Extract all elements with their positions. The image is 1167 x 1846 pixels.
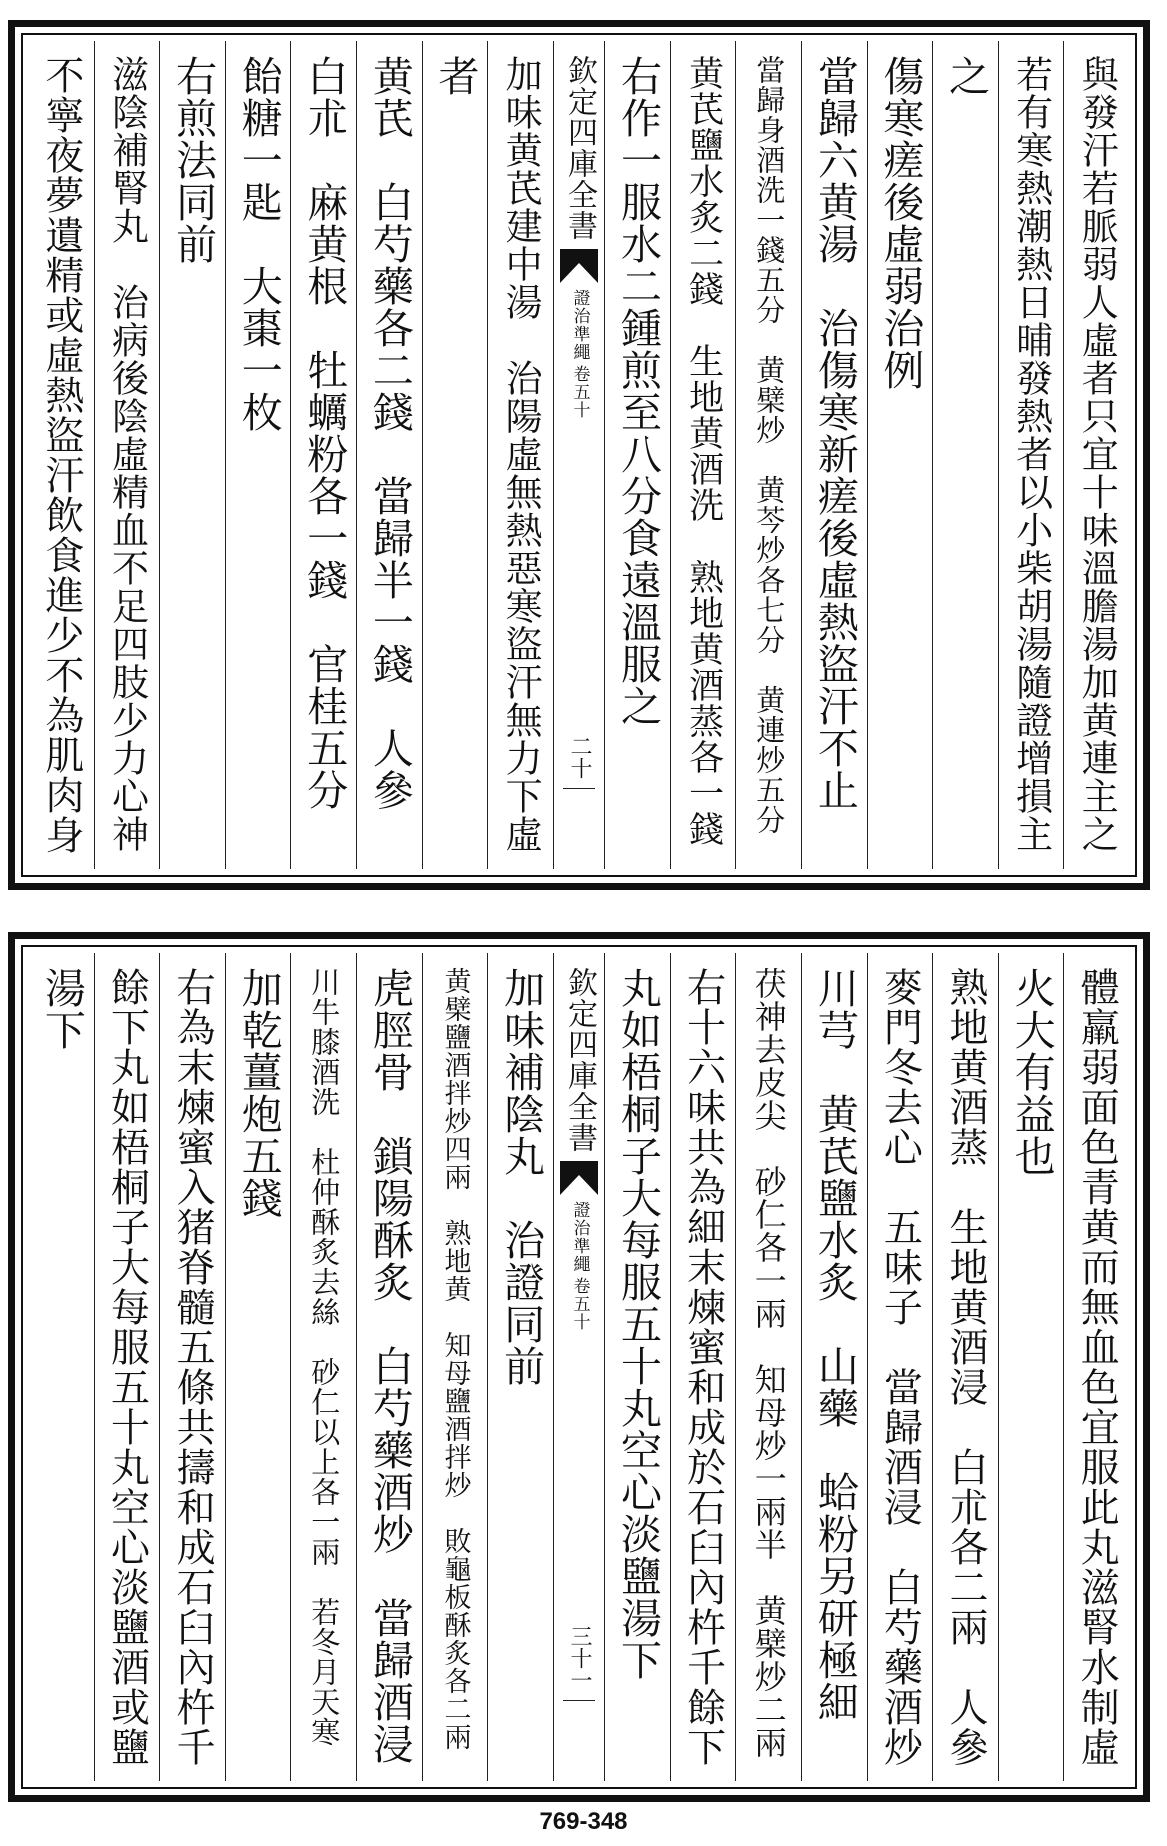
text-column [735, 953, 801, 1781]
column-text: 加乾薑炮五錢 [234, 967, 283, 1219]
column-text: 當歸身酒洗一錢五分 黄檗炒 黄芩炒各七分 黄連炒五分 [752, 55, 787, 835]
center-column [553, 953, 604, 1781]
text-column [998, 41, 1064, 869]
column-text: 黄檗鹽酒拌炒四兩 熟地黄 知母鹽酒拌炒 敗龜板酥炙各二兩 [439, 967, 471, 1751]
column-text: 黄芪 白芍藥各二錢 當歸半一錢 人參 [365, 55, 414, 811]
column-text: 右十六味共為細末煉蜜和成於石臼內杵千餘下 [680, 967, 726, 1767]
column-text: 右煎法同前 [169, 55, 218, 265]
column-text: 黄芪鹽水炙二錢 生地黄酒洗 熟地黄酒蒸各一錢 [683, 55, 724, 847]
column-text: 若有寒熱潮熱日晡發熱者以小柴胡湯隨證增損主 [1009, 55, 1053, 853]
column-text: 熟地黄酒蒸 生地黄酒浸 白朮各二兩 人參 [943, 967, 989, 1767]
text-column [801, 953, 867, 1781]
folio-number: 三十一 [567, 1625, 593, 1691]
column-text: 與發汗若脈弱人虛者只宜十味溫膽湯加黄連主之 [1075, 55, 1119, 853]
text-column [735, 41, 801, 869]
column-text: 茯神去皮尖 砂仁各一兩 知母炒一兩半 黄檗炒二兩 [749, 967, 788, 1759]
top-page [8, 20, 1150, 890]
folio-rule [563, 788, 595, 789]
text-column [225, 41, 291, 869]
column-text: 傷寒瘥後虛弱治例 [876, 55, 925, 391]
book-title: 欽定四庫全書 [562, 967, 598, 1153]
column-text: 當歸六黄湯 治傷寒新瘥後虛熱盜汗不止 [810, 55, 859, 811]
bottom-columns [29, 953, 1129, 1781]
text-column [29, 41, 94, 869]
text-column [225, 953, 291, 1781]
folio-rule [563, 1700, 595, 1701]
text-column [604, 41, 670, 869]
column-text: 者 [431, 55, 480, 97]
text-column [801, 41, 867, 869]
text-column [290, 953, 356, 1781]
text-column [29, 953, 94, 1781]
column-text: 白朮 麻黄根 牡蠣粉各一錢 官桂五分 [300, 55, 349, 811]
column-text: 體羸弱面色青黄而無血色宜服此丸滋腎水制虛 [1074, 967, 1120, 1767]
column-text: 加味黄芪建中湯 治陽虛無熱惡寒盜汗無力下虛 [499, 55, 543, 853]
column-text: 滋陰補腎丸 治病後陰虛精血不足四肢少力心神 [105, 55, 149, 853]
column-text: 加味補陰丸 治證同前 [497, 967, 546, 1387]
text-column [998, 953, 1064, 1781]
book-title: 欽定四庫全書 [562, 55, 598, 241]
text-column [670, 953, 736, 1781]
column-text: 餘下丸如梧桐子大每服五十丸空心淡鹽酒或鹽 [104, 967, 150, 1767]
juan-number: 卷五十 [569, 365, 590, 419]
book-name: 證治準繩 [569, 289, 590, 361]
plate-number: 769-348 [539, 1808, 628, 1835]
column-text: 之 [942, 55, 991, 97]
book-name: 證治準繩 [569, 1201, 590, 1273]
folio-number: 二十 [567, 735, 593, 779]
column-text: 虎脛骨 鎖陽酥炙 白芍藥酒炒 當歸酒浸 [365, 967, 414, 1765]
text-column [1063, 953, 1129, 1781]
top-columns [29, 41, 1129, 869]
text-column [487, 41, 553, 869]
text-column [422, 41, 488, 869]
text-column [94, 41, 160, 869]
text-column [356, 953, 422, 1781]
text-column [932, 41, 998, 869]
fish-tail-icon [560, 249, 598, 283]
text-column [604, 953, 670, 1781]
column-text: 丸如梧桐子大每服五十丸空心淡鹽湯下 [614, 967, 663, 1681]
text-column [487, 953, 553, 1781]
text-column [867, 953, 933, 1781]
juan-number: 卷五十 [569, 1277, 590, 1331]
text-column [867, 41, 933, 869]
text-column [290, 41, 356, 869]
column-text: 右作一服水二鍾煎至八分食遠溫服之 [614, 55, 663, 727]
text-column [159, 953, 225, 1781]
column-text: 飴糖一匙 大棗一枚 [234, 55, 283, 433]
text-column [670, 41, 736, 869]
text-column [1063, 41, 1129, 869]
column-text: 川牛膝酒洗 杜仲酥炙去絲 砂仁以上各一兩 若冬月天寒 [307, 967, 342, 1747]
column-text: 湯下 [37, 967, 86, 1051]
column-text: 川芎 黄芪鹽水炙 山藥 蛤粉另研極細 [810, 967, 859, 1723]
center-column [553, 41, 604, 869]
text-column [422, 953, 488, 1781]
fish-tail-icon [560, 1161, 598, 1195]
bottom-page [8, 932, 1150, 1802]
column-text: 麥門冬去心 五味子 當歸酒浸 白芍藥酒炒 [877, 967, 923, 1767]
text-column [356, 41, 422, 869]
text-column [159, 41, 225, 869]
text-column [94, 953, 160, 1781]
column-text: 右為末煉蜜入猪脊髓五條共擣和成石臼內杵千 [170, 967, 216, 1767]
column-text: 火大有益也 [1007, 967, 1056, 1177]
column-text: 不寧夜夢遺精或虛熱盜汗飲食進少不為肌肉身 [38, 55, 84, 855]
text-column [932, 953, 998, 1781]
